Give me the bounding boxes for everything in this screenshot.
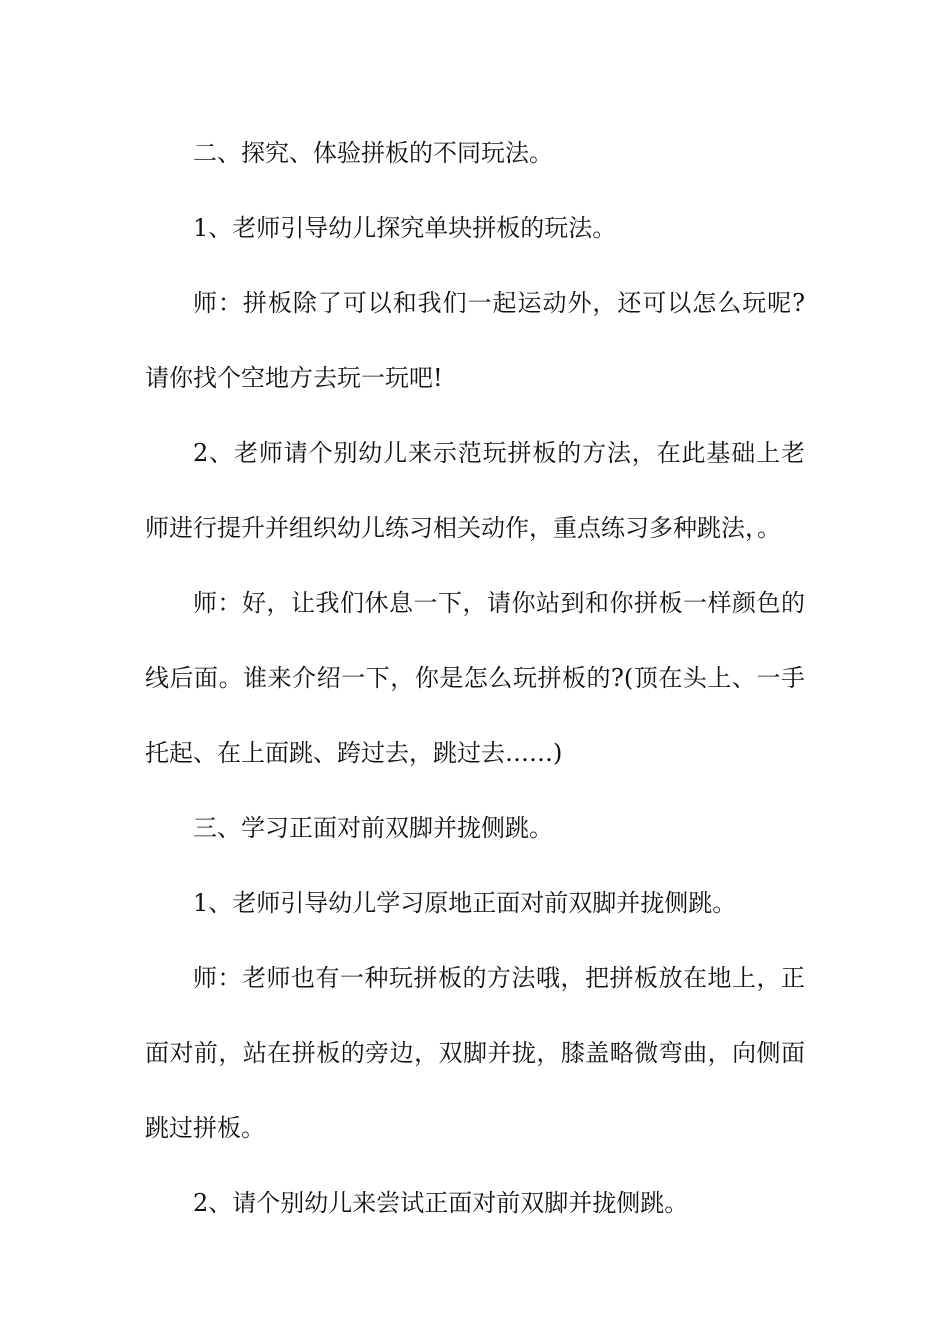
section-heading-explore: 二、探究、体验拼板的不同玩法。 (193, 139, 553, 167)
step-2-demonstration: 2、老师请个别幼儿来示范玩拼板的方法，在此基础上老师进行提升并组织幼儿练习相关动作，重点练习多种跳法，。 (145, 439, 805, 542)
teacher-prompt-rest: 师：好，让我们休息一下，请你站到和你拼板一样颜色的线后面。谁来介绍一下，你是怎么玩拼板的?(顶在头上、一手托起、在上面跳、跨过去，跳过去……) (145, 589, 805, 767)
step-1-explore-single-board: 1、老师引导幼儿探究单块拼板的玩法。 (193, 214, 617, 242)
step-1-learn-side-jump: 1、老师引导幼儿学习原地正面对前双脚并拢侧跳。 (193, 889, 737, 917)
teacher-prompt-method: 师：老师也有一种玩拼板的方法哦，把拼板放在地上，正面对前，站在拼板的旁边，双脚并拢，膝盖略微弯曲，向侧面跳过拼板。 (145, 964, 805, 1142)
section-heading-side-jump: 三、学习正面对前双脚并拢侧跳。 (193, 814, 553, 842)
document-body (145, 116, 805, 1241)
teacher-prompt-play: 师：拼板除了可以和我们一起运动外，还可以怎么玩呢?请你找个空地方去玩一玩吧! (145, 289, 805, 392)
step-2-try-side-jump: 2、请个别幼儿来尝试正面对前双脚并拢侧跳。 (193, 1189, 689, 1217)
